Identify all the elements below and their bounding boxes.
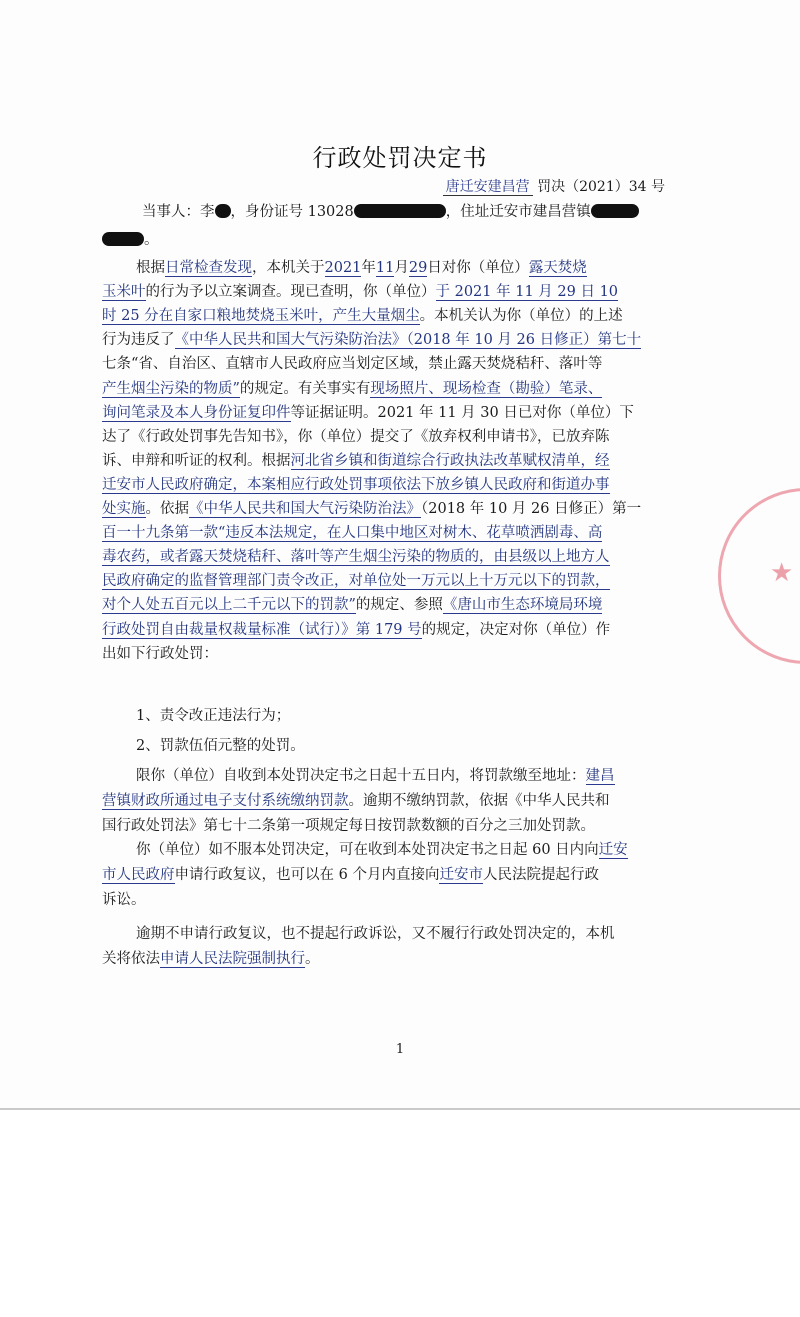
- text-segment: 。本机关认为你（单位）的上述: [419, 308, 623, 325]
- p1-line: [102, 595, 692, 615]
- text-segment: 出如下行政处罚：: [102, 645, 218, 662]
- p4-line: [136, 924, 726, 944]
- p2-line: [102, 791, 692, 811]
- text-segment: 产生烟尘污染的物质”: [102, 380, 240, 397]
- p1-line: [102, 306, 692, 326]
- text-segment: 的规定、参照: [355, 597, 443, 614]
- p1-line: [102, 499, 692, 519]
- penalty-item-1: 1、责令改正违法行为；: [136, 708, 291, 724]
- text-segment: 达了《行政处罚事先告知书》，你（单位）提交了《放弃权利申请书》，已放弃陈: [102, 428, 610, 445]
- text-segment: 2021: [324, 260, 362, 276]
- text-segment: 市人民政府: [102, 867, 175, 883]
- text-segment: 的行为予以立案调查。现已查明，你（单位）: [145, 284, 436, 301]
- text-segment: 玉米叶: [102, 284, 146, 301]
- p1-line: [102, 354, 692, 374]
- text-segment: 29: [408, 260, 428, 276]
- p1-line: [102, 620, 692, 640]
- text-segment: 申请行政复议，也可以在 6 个月内直接向: [174, 867, 440, 883]
- text-segment: 行为违反了: [102, 332, 175, 349]
- text-segment: 《唐山市生态环境局环境: [442, 597, 603, 614]
- text-segment: 你（单位）如不服本处罚决定，可在收到本处罚决定书之日起 60 日内向: [136, 842, 599, 858]
- p1-line: [102, 379, 692, 399]
- p3-line: [102, 865, 692, 885]
- p3-line: [102, 890, 692, 910]
- text-segment: 申请人民法院强制执行: [160, 951, 305, 967]
- p1-line: [102, 330, 692, 350]
- text-segment: 《中华人民共和国大气污染防治法》: [189, 501, 421, 517]
- text-segment: 的规定。有关事实有: [239, 380, 371, 397]
- text-segment: 国行政处罚法》第七十二条第一项规定每日按罚款数额的百分之三加处罚款。: [102, 818, 595, 834]
- redaction: [102, 232, 144, 246]
- text-segment: 。逾期不缴纳罚款，依据《中华人民共和: [348, 793, 610, 809]
- p1-line: [102, 571, 692, 591]
- redaction: [591, 204, 639, 218]
- text-segment: ，本机关于: [252, 260, 325, 276]
- party-address-label: ，住址迁安市建昌营镇: [445, 204, 591, 220]
- text-segment: 限你（单位）自收到本处罚决定书之日起十五日内，将罚款缴至地址：: [136, 768, 586, 784]
- penalty-item-2: 2、罚款伍佰元整的处罚。: [136, 738, 305, 754]
- text-segment: 月: [394, 260, 409, 276]
- p1-line: [136, 258, 726, 278]
- party-line: [142, 202, 732, 222]
- doc-number-suffix: 罚决（2021）34 号: [537, 179, 665, 195]
- p2-line: [102, 816, 692, 836]
- p2-line: [136, 766, 726, 786]
- text-segment: （2018 年 10 月 26 日修正）第一: [421, 501, 642, 517]
- p1-line: [102, 427, 692, 447]
- text-segment: 诉讼。: [102, 892, 146, 908]
- text-segment: 河北省乡镇和街道综合行政执法改革赋权清单，经: [290, 452, 610, 469]
- text-segment: 11: [375, 260, 395, 276]
- redaction: [354, 204, 446, 218]
- text-segment: 建昌: [585, 768, 615, 784]
- p1-line: [102, 403, 692, 423]
- text-segment: 对个人处五百元以上二千元以下的罚款”: [102, 597, 356, 614]
- page-number: 1: [395, 1042, 405, 1057]
- text-segment: 《中华人民共和国大气污染防治法》（2018 年 10 月 26 日修正）第七十: [174, 332, 642, 349]
- seal-star-icon: ★: [770, 558, 794, 588]
- text-segment: 迁安市人民政府确定，本案相应行政处罚事项依法下放乡镇人民政府和街道办事: [102, 476, 610, 493]
- p1-line: [102, 523, 692, 543]
- text-segment: 七条“省、自治区、直辖市人民政府应当划定区域，禁止露天焚烧秸秆、落叶等: [102, 356, 603, 373]
- text-segment: 日常检查发现: [165, 260, 252, 276]
- text-segment: 人民法院提起行政: [482, 867, 599, 883]
- text-segment: 询问笔录及本人身份证复印件: [102, 404, 291, 421]
- party-line-2: [102, 230, 692, 250]
- text-segment: 行政处罚自由裁量权裁量标准（试行）》第 179 号: [102, 621, 422, 638]
- party-label: 当事人：李: [142, 204, 215, 220]
- p1-line: [102, 644, 692, 664]
- text-segment: 处实施: [102, 501, 146, 517]
- text-segment: 逾期不申请行政复议，也不提起行政诉讼，又不履行行政处罚决定的，本机: [136, 926, 615, 942]
- text-segment: 的规定，决定对你（单位）作: [421, 621, 611, 638]
- text-segment: 等证据证明。2021 年 11 月 30 日已对你（单位）下: [290, 404, 634, 421]
- text-segment: 日对你（单位）: [427, 260, 529, 276]
- text-segment: 关将依法: [102, 951, 160, 967]
- doc-number-prefix: 唐迁安建昌营: [443, 179, 533, 196]
- p1-line: [102, 451, 692, 471]
- text-segment: 年: [361, 260, 376, 276]
- text-segment: 时 25 分在自家口粮地焚烧玉米叶，产生大量烟尘: [102, 308, 420, 325]
- p4-line: [102, 949, 692, 969]
- text-segment: 营镇财政所通过电子支付系统缴纳罚款: [102, 793, 349, 809]
- party-end: 。: [144, 232, 159, 248]
- text-segment: 现场照片、现场检查（勘验）笔录、: [370, 380, 603, 397]
- text-segment: 百一十九条第一款“违反本法规定，在人口集中地区对树木、花草喷洒剧毒、高: [102, 525, 603, 542]
- text-segment: 。: [305, 951, 320, 967]
- redaction: [215, 204, 231, 218]
- p3-line: [136, 840, 726, 860]
- party-id-label: ，身份证号 13028: [230, 204, 354, 220]
- text-segment: 。依据: [145, 501, 189, 517]
- p1-line: [102, 547, 692, 567]
- text-segment: 诉、申辩和听证的权利。根据: [102, 452, 291, 469]
- text-segment: 露天焚烧: [528, 260, 587, 276]
- text-segment: 民政府确定的监督管理部门责令改正，对单位处一万元以上十万元以下的罚款，: [102, 573, 610, 590]
- document-number: [443, 176, 665, 196]
- text-segment: 毒农药，或者露天焚烧秸秆、落叶等产生烟尘污染的物质的，由县级以上地方人: [102, 549, 610, 566]
- text-segment: 于 2021 年 11 月 29 日 10: [435, 284, 619, 301]
- p1-line: [102, 475, 692, 495]
- text-segment: 迁安市: [439, 867, 483, 883]
- page-edge: [0, 1108, 800, 1110]
- text-segment: 迁安: [598, 842, 628, 858]
- document-title: 行政处罚决定书: [312, 144, 488, 172]
- p1-line: [102, 282, 692, 302]
- text-segment: 根据: [136, 260, 165, 276]
